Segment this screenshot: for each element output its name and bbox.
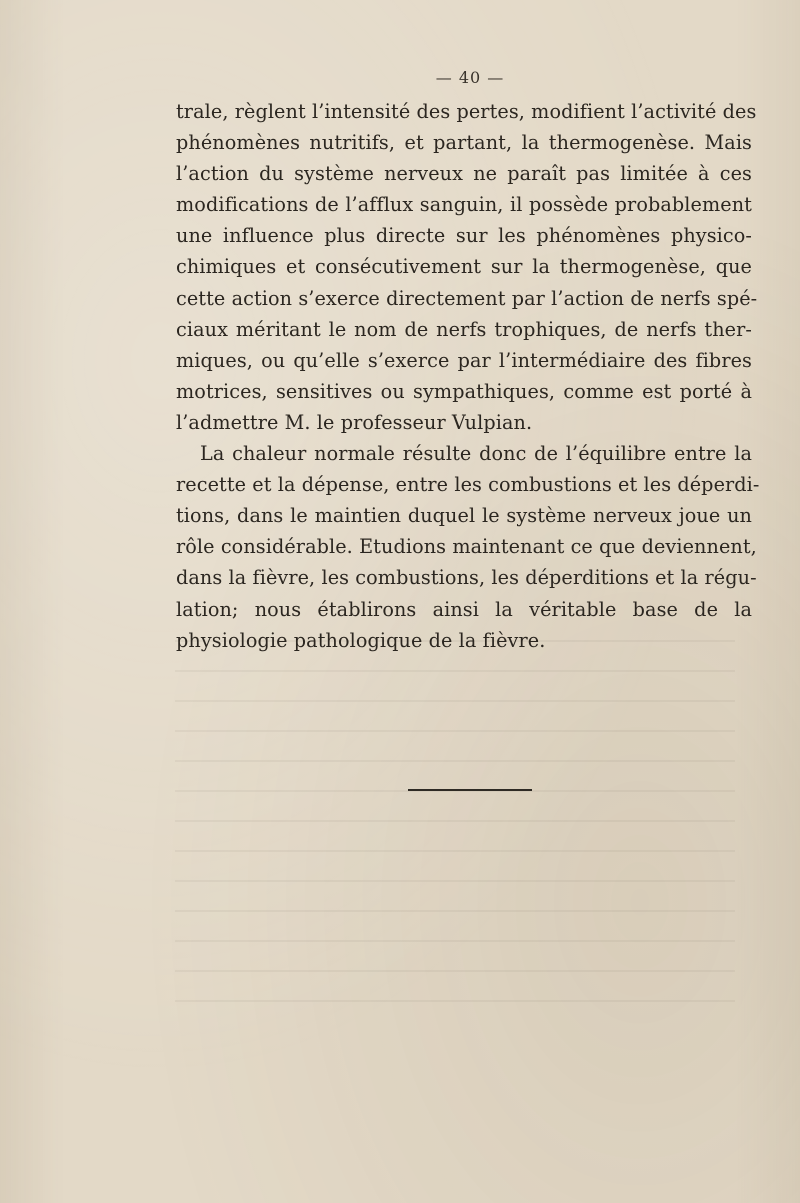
text-line: modifications de l’afflux sanguin, il possède probablement — [176, 193, 752, 217]
text-line: La chaleur normale résulte donc de l’équilibre entre la — [200, 442, 752, 466]
text-line: l’action du système nerveux ne paraît pas limitée à ces — [176, 162, 752, 186]
paragraph-2 — [176, 438, 760, 656]
text-line: l’admettre M. le professeur Vulpian. — [176, 410, 533, 434]
section-divider-rule — [408, 789, 532, 791]
text-line: miques, ou qu’elle s’exerce par l’intermédiaire des fibres — [176, 348, 752, 372]
text-line: recette et la dépense, entre les combustions et les déperdi- — [176, 473, 760, 497]
paragraph-1 — [176, 96, 758, 438]
text-line: lation; nous établirons ainsi la véritable base de la — [176, 597, 752, 621]
text-line: rôle considérable. Etudions maintenant ce que deviennent, — [176, 535, 757, 559]
page-number: — 40 — — [435, 68, 505, 87]
text-line: cette action s’exerce directement par l’action de nerfs spé- — [176, 286, 758, 310]
text-line: dans la fièvre, les combustions, les déperditions et la régu- — [176, 566, 757, 590]
text-line: physiologie pathologique de la fièvre. — [176, 628, 546, 652]
text-line: tions, dans le maintien duquel le système nerveux joue un — [176, 504, 752, 528]
show-through-bleed — [175, 640, 735, 1020]
body-text — [176, 96, 760, 656]
text-line: motrices, sensitives ou sympathiques, comme est porté à — [176, 379, 752, 403]
text-line: ciaux méritant le nom de nerfs trophiques, de nerfs ther- — [176, 317, 752, 341]
text-line: une influence plus directe sur les phénomènes physico- — [176, 224, 752, 248]
text-line: chimiques et consécutivement sur la thermogenèse, que — [176, 255, 752, 279]
text-line: phénomènes nutritifs, et partant, la thermogenèse. Mais — [176, 131, 752, 155]
text-line: trale, règlent l’intensité des pertes, modifient l’activité des — [176, 100, 757, 123]
